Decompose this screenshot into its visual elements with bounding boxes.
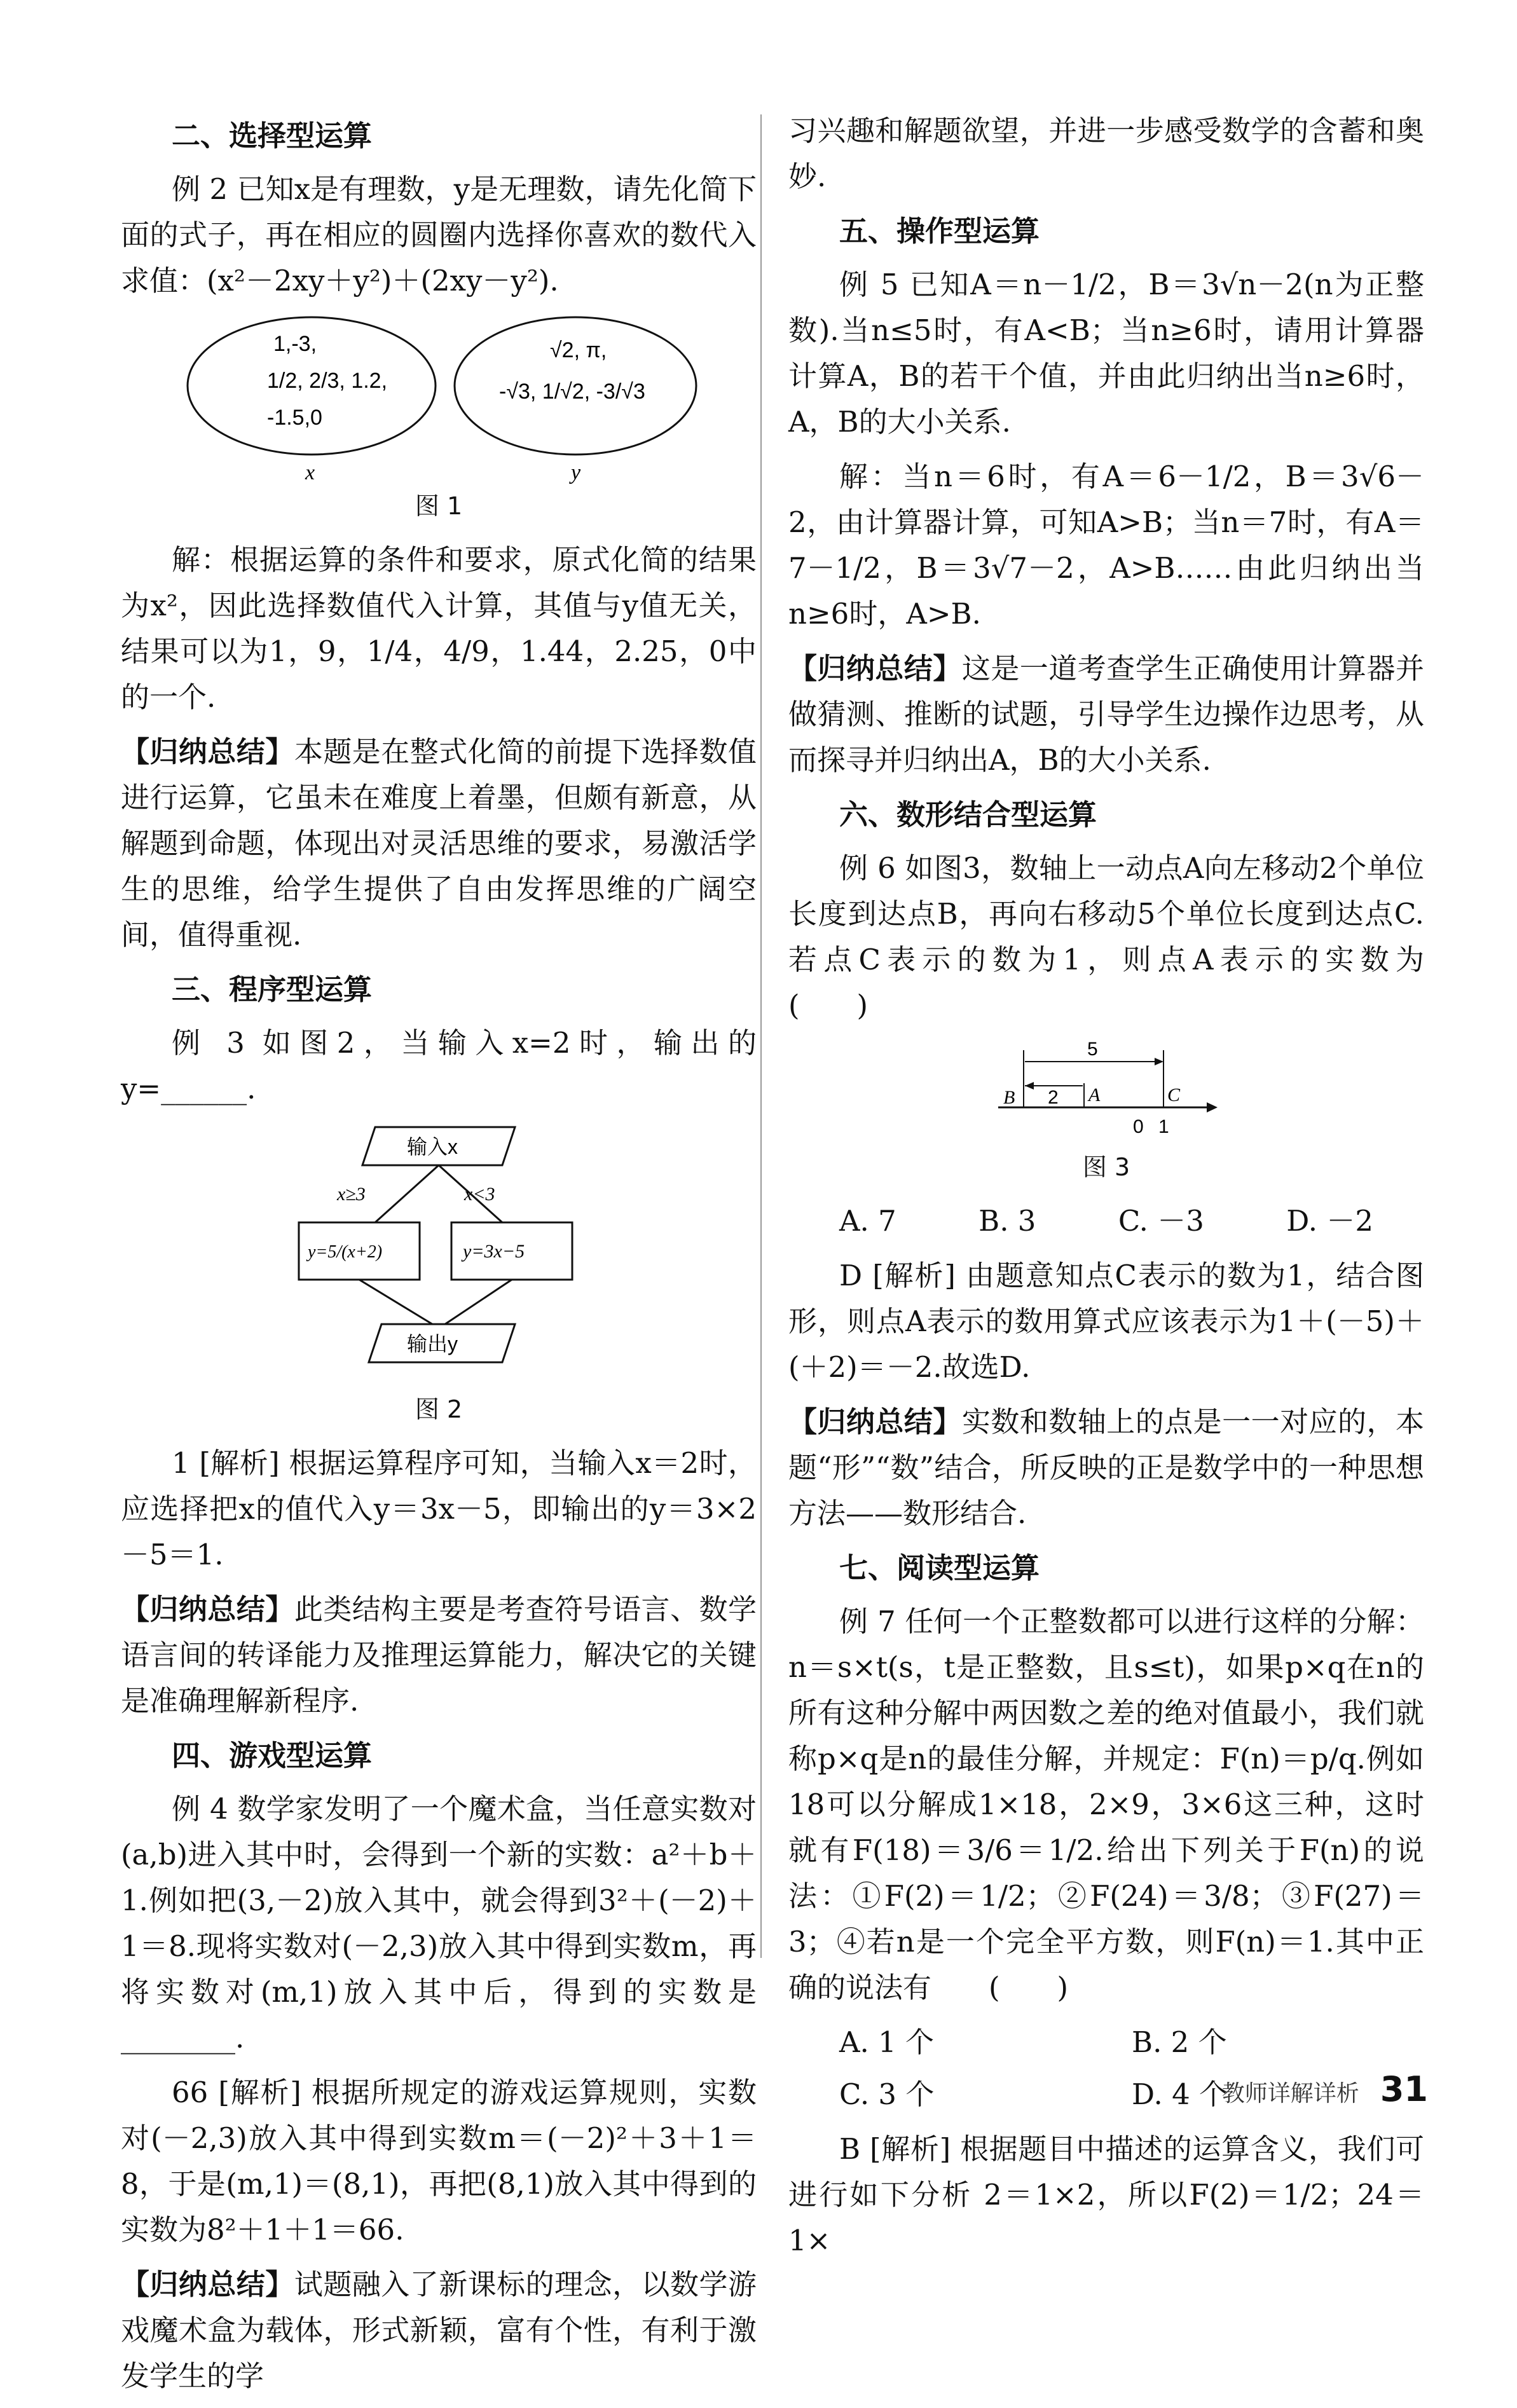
axis-arrowhead [1207, 1102, 1218, 1112]
summary-5-text: 这是一道考查学生正确使用计算器并做猜测、推断的试题，引导学生边操作边思考，从而探寻并归纳出A，B的大小关系. [788, 652, 1424, 777]
option-b: B. 2 个 [1132, 2025, 1227, 2059]
y-set-line1: √2, π, [550, 338, 607, 362]
solution-2: 解：根据运算的条件和要求，原式化简的结果为x²，因此选择数值代入计算，其值与y值无关，结果可以为1，9，1/4，4/9，1.44，2.25，0中的一个. [121, 542, 757, 714]
page-footer [1222, 2069, 1428, 2109]
continued-text: 习兴趣和解题欲望，并进一步感受数学的含蓄和奥妙. [788, 114, 1424, 193]
input-label: 输入x [407, 1135, 458, 1158]
left-column [121, 108, 757, 2408]
figure-2-caption: 图 2 [415, 1395, 463, 1423]
figure-2-flowchart [292, 1121, 585, 1388]
example-2: 例 2 已知x是有理数，y是无理数，请先化简下面的式子，再在相应的圆圈内选择你喜欢的数代入求值：(x²－2xy＋y²)＋(2xy－y²). [121, 172, 757, 298]
options-6 [788, 1198, 1424, 1244]
option-d: D. －2 [1286, 1203, 1373, 1238]
summary-2 [121, 729, 757, 958]
section-6-heading: 六、数形结合型运算 [839, 798, 1097, 831]
section-4-heading: 四、游戏型运算 [172, 1738, 373, 1772]
label-two: 2 [1048, 1087, 1059, 1108]
cond-right: x<3 [464, 1183, 495, 1205]
summary-4-text: 试题融入了新课标的理念，以数学游戏魔术盒为载体，形式新颖，富有个性，有利于激发学生的学 [121, 2267, 757, 2393]
summary-3 [121, 1587, 757, 1724]
summary-2-text: 本题是在整式化简的前提下选择数值进行运算，它虽未在难度上着墨，但颇有新意，从解题到命题，体现出对灵活思维的要求，易激活学生的思维，给学生提供了自由发挥思维的广阔空间，值得重视. [121, 734, 757, 952]
section-5-heading: 五、操作型运算 [839, 214, 1040, 248]
merge-right-line [445, 1280, 512, 1324]
summary-4 [121, 2262, 757, 2399]
y-set-line2: -√3, 1/√2, -3/√3 [499, 380, 645, 404]
option-c: C. －3 [1118, 1203, 1204, 1238]
example-4: 例 4 数学家发明了一个魔术盒，当任意实数对(a,b)进入其中时，会得到一个新的实数：a²＋b＋1.例如把(3,－2)放入其中，就会得到3²＋(－2)＋1＝8.现将实数对(－2,3)放入其中得到实数m，再将实数对(m,1)放入其中后，得到的实数是________. [121, 1791, 757, 2055]
summary-6-text: 实数和数轴上的点是一一对应的，本题“形”“数”结合，所反映的正是数学中的一种思想方法——数形结合. [788, 1404, 1424, 1530]
label-five: 5 [1087, 1039, 1098, 1060]
summary-6 [788, 1399, 1424, 1536]
label-B: B [1003, 1087, 1015, 1108]
option-a: A. 7 [839, 1203, 896, 1238]
option-b: B. 3 [978, 1203, 1036, 1238]
answer-7: B [解析] 根据题目中描述的运算含义，我们可进行如下分析 2＝1×2，所以F(2)＝1/2；24＝1× [788, 2131, 1424, 2257]
summary-tag: 【归纳总结】 [121, 2267, 294, 2301]
option-c: C. 3 个 [839, 2077, 935, 2111]
answer-6: D [解析] 由题意知点C表示的数为1，结合图形，则点A表示的数用算式应该表示为1＋(－5)＋(＋2)＝－2.故选D. [788, 1258, 1424, 1384]
figure-3-number-line [992, 1037, 1221, 1146]
branch-left-line [375, 1165, 439, 1222]
box-left-formula: y=5/(x+2) [308, 1242, 383, 1262]
solution-5: 解：当n＝6时，有A＝6－1/2，B＝3√6－2，由计算器计算，可知A>B；当n＝7时，有A＝7－1/2，B＝3√7－2，A>B……由此归纳出当n≥6时，A>B. [788, 460, 1424, 631]
answer-4: 66 [解析] 根据所规定的游戏运算规则，实数对(－2,3)放入其中得到实数m＝(－2)²＋3＋1＝8，于是(m,1)＝(8,1)，再把(8,1)放入其中得到的实数为8²＋1＋1＝66. [121, 2075, 757, 2247]
box-right-formula: y=3x−5 [463, 1240, 525, 1262]
column-divider [760, 114, 762, 1958]
section-7-heading: 七、阅读型运算 [839, 1550, 1040, 1585]
option-d: D. 4 个 [1132, 2077, 1228, 2111]
example-6: 例 6 如图3，数轴上一动点A向左移动2个单位长度到达点B，再向右移动5个单位长度到达点C.若点C表示的数为1，则点A表示的实数为 ( ) [788, 851, 1482, 1022]
section-2-heading: 二、选择型运算 [172, 119, 373, 153]
merge-left-line [359, 1280, 432, 1324]
summary-3-text: 此类结构主要是考查符号语言、数学语言间的转译能力及推理运算能力，解决它的关键是准确理解新程序. [121, 1592, 757, 1718]
x-set-line3: -1.5,0 [267, 406, 322, 430]
page-number: 31 [1380, 2069, 1428, 2109]
summary-tag: 【归纳总结】 [788, 1404, 962, 1439]
output-label: 输出y [407, 1332, 458, 1355]
label-zero: 0 [1133, 1116, 1144, 1137]
summary-tag: 【归纳总结】 [121, 734, 294, 769]
answer-3: 1 [解析] 根据运算程序可知，当输入x＝2时，应选择把x的值代入y＝3x－5，即输出的y＝3×2－5＝1. [121, 1446, 757, 1571]
label-A: A [1088, 1084, 1101, 1105]
option-a: A. 1 个 [839, 2025, 935, 2059]
figure-1 [178, 313, 699, 484]
arrow-two-head [1025, 1082, 1034, 1090]
label-C: C [1167, 1084, 1181, 1105]
example-7: 例 7 任何一个正整数都可以进行这样的分解：n＝s×t(s，t是正整数，且s≤t)，如果p×q在n的所有这种分解中两因数之差的绝对值最小，我们就称p×q是n的最佳分解，并规定：F(n)＝p/q.例如18可以分解成1×18，2×9，3×6这三种，这时就有F(18)＝3/6＝1/2.给出下列关于F(n)的说法：①F(2)＝1/2；②F(24)＝3/8；③F(27)＝3；④若n是一个完全平方数，则F(n)＝1.其中正确的说法有 ( ) [788, 1604, 1424, 2004]
right-column [788, 108, 1482, 2273]
figure-3-caption: 图 3 [1082, 1153, 1130, 1181]
figure-1-caption: 图 1 [415, 492, 463, 520]
label-one: 1 [1158, 1116, 1169, 1137]
x-set-line1: 1,-3, [273, 332, 317, 356]
arrow-five-head [1155, 1058, 1163, 1065]
summary-tag: 【归纳总结】 [121, 1592, 294, 1626]
footer-text: 教师详解详析 [1221, 2081, 1359, 2107]
y-label: y [571, 461, 581, 484]
x-set-line2: 1/2, 2/3, 1.2, [267, 369, 388, 393]
summary-5 [788, 646, 1424, 783]
cond-left: x≥3 [337, 1183, 366, 1205]
x-label: x [305, 461, 315, 484]
example-3: 例 3 如图2，当输入x=2时，输出的y=______. [121, 1025, 757, 1105]
example-5: 例 5 已知A＝n－1/2，B＝3√n－2(n为正整数).当n≤5时，有A<B；当n≥6时，请用计算器计算A，B的若干个值，并由此归纳出当n≥6时，A，B的大小关系. [788, 268, 1424, 439]
section-3-heading: 三、程序型运算 [172, 972, 373, 1006]
summary-tag: 【归纳总结】 [788, 652, 962, 685]
